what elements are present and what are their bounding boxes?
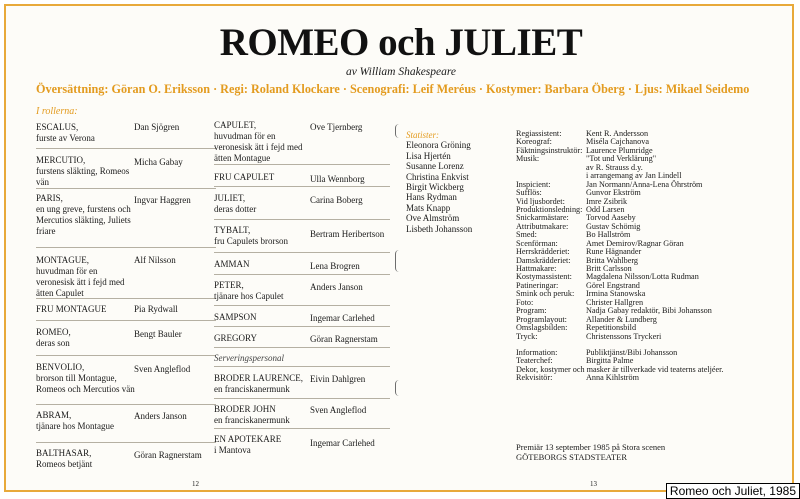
staff-role: Smink och peruk:: [516, 289, 575, 299]
staff-name: Nadja Gabay redaktör, Bibi Johansson: [586, 306, 712, 316]
statist-name: Lisa Hjertén: [406, 150, 451, 161]
actor-name: Micha Gabay: [134, 157, 183, 167]
statists-label: Statister:: [406, 130, 439, 140]
statist-name: Christina Enkvist: [406, 171, 469, 182]
staff-name: Jan Normann/Anna-Lena Öhrström: [586, 179, 703, 189]
role-name: MERCUTIO,: [36, 155, 86, 165]
divider: [214, 252, 390, 253]
statist-name: Birgit Wickberg: [406, 182, 464, 193]
staff-role: Koreograf:: [516, 137, 552, 147]
actor-name: Ingemar Carlehed: [310, 438, 375, 448]
statist-name: Susanne Lorenz: [406, 161, 464, 172]
divider: [36, 148, 216, 149]
page-title: ROMEO och JULIET: [219, 21, 583, 64]
actor-name: Sven Angleflod: [310, 405, 367, 415]
actor-name: Carina Boberg: [310, 195, 363, 205]
actor-name: Bengt Bauler: [134, 329, 182, 339]
actor-name: Sven Angleflod: [134, 364, 191, 374]
staff-role: Produktionsledning:: [516, 204, 583, 214]
actor-name: Ingemar Carlehed: [310, 313, 375, 323]
staff-role: Programlayout:: [516, 314, 567, 324]
staff-row: [516, 223, 776, 231]
program-spread: [4, 4, 794, 492]
role-name: ABRAM,: [36, 410, 72, 420]
divider: [36, 320, 216, 321]
staff-role: Tryck:: [516, 331, 538, 341]
staff-role: Smed:: [516, 230, 537, 240]
actor-name: Anders Janson: [134, 411, 187, 421]
staff-role: Foto:: [516, 297, 534, 307]
staff-role: Damskrädderiet:: [516, 255, 571, 265]
page-fold: [392, 120, 402, 410]
staff-name: Imre Zsibrik: [586, 196, 628, 206]
divider: [36, 298, 216, 299]
staff-name: Gunvor Ekström: [586, 188, 641, 198]
staff-row: [516, 349, 776, 357]
role-desc: deras dotter: [214, 204, 257, 214]
staff-role: Omslagsbilden:: [516, 323, 568, 333]
role-name: BRODER LAURENCE,: [214, 373, 304, 383]
staff-row: [516, 374, 776, 382]
divider: [214, 219, 390, 220]
staff-row: [516, 155, 776, 163]
staff-role: Information:: [516, 347, 558, 357]
staff-name: Görel Engstrand: [586, 280, 640, 290]
staff-name: Kent R. Andersson: [586, 129, 649, 138]
divider: [36, 247, 216, 248]
statist-name: Hans Rydman: [406, 192, 457, 203]
actor-name: Ove Tjernberg: [310, 122, 363, 132]
staff-row: [516, 181, 776, 189]
role-name: GREGORY: [214, 333, 258, 343]
role-name: FRU MONTAGUE: [36, 304, 107, 314]
divider: [214, 428, 390, 429]
divider: [214, 274, 390, 275]
role-name: EN APOTEKARE: [214, 434, 282, 444]
staff-name: Miséla Cajchanova: [586, 137, 649, 147]
actor-name: Göran Ragnerstam: [310, 334, 378, 344]
divider: [214, 164, 390, 165]
divider: [214, 186, 390, 187]
staff-name: Bo Hallström: [586, 230, 631, 240]
role-desc: en ung greve, furstens och Mercutios släkting, Juliets friare: [36, 204, 131, 236]
actor-name: Anders Janson: [310, 282, 363, 292]
staff-row: [516, 333, 776, 341]
role-name: CAPULET,: [214, 120, 257, 130]
staff-name: Christenssons Tryckeri: [586, 331, 662, 341]
statist-name: Mats Knapp: [406, 202, 451, 213]
actor-name: Alf Nilsson: [134, 255, 176, 265]
actor-name: Ulla Wennborg: [310, 174, 365, 184]
role-desc: en franciskanermunk: [214, 384, 290, 394]
premiere-date: Premiär 13 september 1985 på Stora scenen: [516, 442, 666, 452]
credits-line: Översättning: Göran O. Eriksson · Regi: Roland Klockare · Scenografi: Leif Meréus · Kostymer: Barbara Öberg · Ljus: Mikael Seidemo: [36, 82, 750, 96]
role-name: JULIET,: [214, 193, 246, 203]
serving-staff-label: Serveringspersonal: [214, 353, 284, 363]
divider: [214, 366, 390, 367]
staff-name: Christer Hallgren: [586, 297, 644, 307]
staff-name: Laurence Plumridge: [586, 145, 653, 155]
staff-name: Britt Carlsson: [586, 264, 632, 273]
actor-name: Eivin Dahlgren: [310, 374, 366, 384]
cast-left: [36, 122, 216, 482]
role-desc: fru Capulets brorson: [214, 236, 288, 246]
role-desc: furste av Verona: [36, 133, 95, 143]
staff-role: Program:: [516, 306, 547, 316]
role-desc: huvudman för en veronesisk ätt i fejd med ätten Montague: [214, 131, 303, 163]
role-desc: tjänare hos Capulet: [214, 291, 284, 301]
staff-role: Regiassistent:: [516, 129, 562, 138]
cast-right: [214, 120, 390, 460]
staff-name: Allander & Lundberg: [586, 314, 657, 324]
author-line: av William Shakespeare: [345, 66, 457, 78]
roles-heading: I rollerna:: [36, 106, 78, 117]
role-name: TYBALT,: [214, 225, 251, 235]
role-desc: tjänare hos Montague: [36, 421, 114, 431]
premiere-info: [516, 442, 665, 462]
role-desc: huvudman för en veronesisk ätt i fejd med ätten Capulet: [36, 266, 125, 298]
staff-row: [516, 290, 776, 298]
divider: [36, 404, 216, 405]
actor-name: Ingvar Haggren: [134, 195, 191, 205]
role-desc: furstens släkting, Romeos vän: [36, 166, 130, 187]
role-name: ESCALUS,: [36, 122, 79, 132]
staff-name: "Tot und Verklärung": [586, 154, 657, 164]
page-number-left: 12: [192, 480, 199, 488]
staff-role: Hattmakare:: [516, 264, 557, 273]
statists-list: [406, 130, 506, 234]
actor-name: Dan Sjögren: [134, 122, 180, 132]
role-name: BENVOLIO,: [36, 362, 85, 372]
role-name: AMMAN: [214, 259, 250, 269]
staff-name: Anna Kihlström: [586, 373, 639, 383]
staff-name: i arrangemang av Jan Lindell: [586, 171, 682, 181]
staff-name: Gustav Schömig: [586, 221, 641, 231]
role-name: MONTAGUE,: [36, 255, 90, 265]
staff-role: Attributmakare:: [516, 221, 569, 231]
staff-name: Torvod Aaseby: [586, 213, 636, 223]
staff-role: Fäktningsinstruktör:: [516, 145, 583, 155]
role-name: BRODER JOHN: [214, 404, 276, 414]
staff-role: Musik:: [516, 154, 540, 164]
actor-name: Lena Brogren: [310, 261, 360, 271]
staff-name: Irmina Stanowska: [586, 289, 646, 299]
decor-note: Dekor, kostymer och masker är tillverkade vid teaterns ateljéer.: [516, 364, 724, 374]
role-desc: deras son: [36, 338, 70, 348]
staff-role: Teaterchef:: [516, 356, 553, 366]
staff-role: Patineringar:: [516, 280, 559, 290]
staff-name: Birgitta Palme: [586, 356, 634, 366]
staff-role: Herrskrädderiet:: [516, 247, 570, 257]
staff-name: Publiktjänst/Bibi Johansson: [586, 347, 678, 357]
role-name: PARIS,: [36, 193, 63, 203]
statist-name: Eleonora Gröning: [406, 140, 471, 151]
statist-name: Ove Almström: [406, 213, 460, 224]
role-desc: brorson till Montague, Romeos och Mercutios vän: [36, 373, 135, 394]
staff-role: Sufflös:: [516, 188, 542, 198]
staff-role: Inspicient:: [516, 179, 551, 189]
image-caption: Romeo och Juliet, 1985: [666, 483, 800, 499]
actor-name: Göran Ragnerstam: [134, 450, 202, 460]
staff-role: Vid ljusbordet:: [516, 196, 565, 206]
divider: [214, 398, 390, 399]
staff-name: Amet Demirov/Ragnar Göran: [586, 238, 684, 248]
role-name: PETER,: [214, 280, 244, 290]
staff-name: av R. Strauss d.y.: [586, 162, 643, 172]
role-name: FRU CAPULET: [214, 172, 275, 182]
staff-role: Kostymassistent:: [516, 272, 572, 282]
divider: [214, 305, 390, 306]
statist-name: Lisbeth Johansson: [406, 223, 473, 234]
staff-role: Snickarmästare:: [516, 213, 569, 223]
role-desc: i Mantova: [214, 445, 251, 455]
staff-role: Rekvisitör:: [516, 373, 553, 383]
staff-name: Rune Hägnander: [586, 247, 642, 257]
staff-name: Magdalena Nilsson/Lotta Rudman: [586, 272, 699, 282]
page-number-right: 13: [590, 480, 597, 488]
staff-role: Scenförman:: [516, 238, 558, 248]
staff-name: Odd Larsen: [586, 204, 625, 214]
divider: [36, 442, 216, 443]
divider: [36, 355, 216, 356]
role-name: SAMPSON: [214, 312, 257, 322]
divider: [214, 347, 390, 348]
actor-name: Bertram Heribertson: [310, 229, 385, 239]
staff-name: Britta Wahlberg: [586, 255, 639, 265]
staff-name: Repetitionsbild: [586, 323, 637, 333]
divider: [214, 326, 390, 327]
actor-name: Pia Rydwall: [134, 304, 178, 314]
role-name: BALTHASAR,: [36, 448, 92, 458]
role-name: ROMEO,: [36, 327, 71, 337]
role-desc: en franciskanermunk: [214, 415, 290, 425]
staff-credits: [516, 130, 776, 383]
divider: [36, 188, 216, 189]
theatre-name: GÖTEBORGS STADSTEATER: [516, 452, 628, 462]
role-desc: Romeos betjänt: [36, 459, 93, 469]
